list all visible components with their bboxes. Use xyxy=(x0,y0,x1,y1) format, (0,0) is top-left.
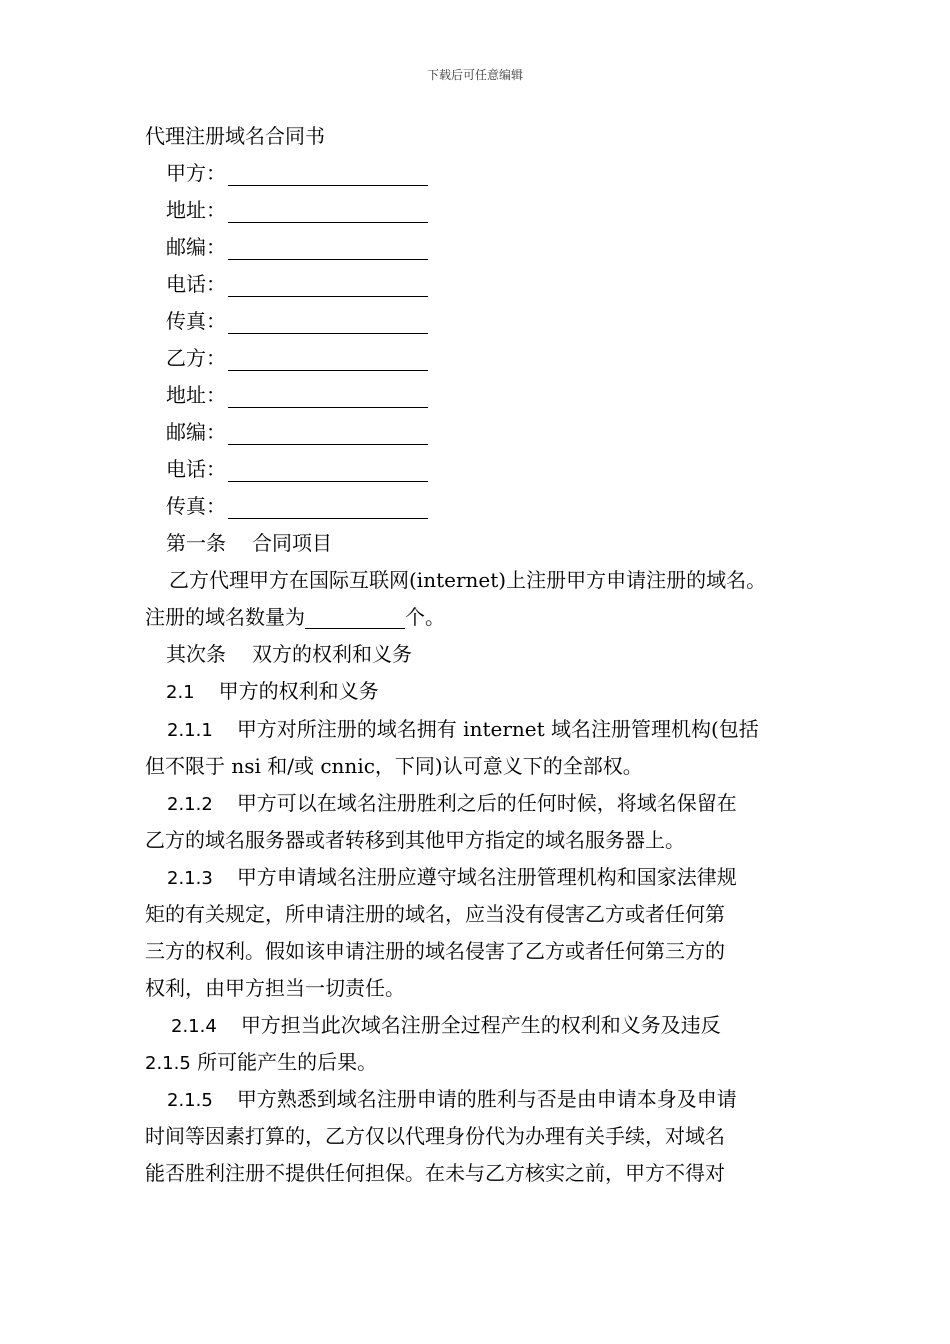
article-1-paragraph xyxy=(145,562,807,636)
fill-blank[interactable] xyxy=(228,381,428,408)
article-title: 双方的权利和义务 xyxy=(252,642,412,666)
party-b-address-field xyxy=(145,377,807,414)
section-number: 2.1 xyxy=(166,682,195,703)
clause-2-1-2 xyxy=(145,785,807,859)
party-b-postcode-field xyxy=(145,414,807,451)
article-1-heading xyxy=(145,525,807,562)
clause-number: 2.1.2 xyxy=(167,794,213,815)
clause-list xyxy=(145,711,807,1192)
fill-blank[interactable] xyxy=(228,233,428,260)
domain-count-blank[interactable] xyxy=(305,604,405,629)
clause-line: 三方的权利。假如该申请注册的域名侵害了乙方或者任何第三方的 xyxy=(145,939,725,963)
paragraph-line: 乙方代理甲方在国际互联网(internet)上注册甲方申请注册的域名。 xyxy=(169,568,767,592)
clause-line xyxy=(145,1081,807,1118)
page-header-note: 下载后可任意编辑 xyxy=(426,68,523,82)
clause-text: 甲方可以在域名注册胜利之后的任何时候，将域名保留在 xyxy=(236,791,737,815)
clause-line: 权利，由甲方担当一切责任。 xyxy=(145,976,405,1000)
party-a-address-field xyxy=(145,192,807,229)
clause-line: 乙方的域名服务器或者转移到其他甲方指定的域名服务器上。 xyxy=(145,828,685,852)
clause-line: 矩的有关规定，所申请注册的域名，应当没有侵害乙方或者任何第 xyxy=(145,902,725,926)
field-label: 传真： xyxy=(166,494,226,518)
fill-blank[interactable] xyxy=(228,455,428,482)
fill-blank[interactable] xyxy=(228,270,428,297)
fill-blank[interactable] xyxy=(228,196,428,223)
paragraph-line xyxy=(145,599,807,636)
contract-title: 代理注册域名合同书 xyxy=(145,124,325,148)
clause-line xyxy=(145,859,807,896)
clause-2-1-1 xyxy=(145,711,807,785)
clause-line: 但不限于 nsi 和/或 cnnic，下同)认可意义下的全部权。 xyxy=(145,754,643,778)
clause-2-1-3 xyxy=(145,859,807,1007)
clause-line: 能否胜利注册不提供任何担保。在未与乙方核实之前，甲方不得对 xyxy=(145,1161,725,1185)
field-label: 电话： xyxy=(166,272,226,296)
article-title: 合同项目 xyxy=(252,531,332,555)
line-text: 注册的域名数量为 xyxy=(145,605,305,629)
field-label: 电话： xyxy=(166,457,226,481)
party-a-name-field xyxy=(145,155,807,192)
clause-text: 甲方熟悉到域名注册申请的胜利与否是由申请本身及申请 xyxy=(236,1087,737,1111)
party-b-name-field xyxy=(145,340,807,377)
clause-2-1-5 xyxy=(145,1081,807,1192)
party-b-phone-field xyxy=(145,451,807,488)
field-label: 地址： xyxy=(166,383,226,407)
fill-blank[interactable] xyxy=(228,307,428,334)
contract-body xyxy=(145,118,807,1192)
field-label: 邮编： xyxy=(166,235,226,259)
fill-blank[interactable] xyxy=(228,418,428,445)
fill-blank[interactable] xyxy=(228,492,428,519)
field-label: 乙方： xyxy=(166,346,226,370)
article-2-heading xyxy=(145,636,807,673)
clause-number: 2.1.5 xyxy=(167,1090,213,1111)
section-title: 甲方的权利和义务 xyxy=(218,679,379,703)
clause-number: 2.1.4 xyxy=(171,1016,217,1037)
field-label: 邮编： xyxy=(166,420,226,444)
article-number: 第一条 xyxy=(166,531,226,555)
clause-text: 甲方申请域名注册应遵守域名注册管理机构和国家法律规 xyxy=(236,865,737,889)
section-2-1-heading xyxy=(145,673,807,711)
field-label: 传真： xyxy=(166,309,226,333)
party-b-fax-field xyxy=(145,488,807,525)
clause-text: 甲方担当此次域名注册全过程产生的权利和义务及违反 xyxy=(240,1013,721,1037)
clause-line xyxy=(145,1007,807,1044)
clause-line xyxy=(145,785,807,822)
fill-blank[interactable] xyxy=(228,159,428,186)
party-a-fax-field xyxy=(145,303,807,340)
clause-text: 甲方对所注册的域名拥有 internet 域名注册管理机构(包括 xyxy=(236,717,759,741)
field-label: 甲方： xyxy=(166,161,226,185)
fill-blank[interactable] xyxy=(228,344,428,371)
clause-2-1-4 xyxy=(145,1007,807,1081)
clause-line: 2.1.5 所可能产生的后果。 xyxy=(145,1050,378,1074)
line-text: 个。 xyxy=(405,605,445,629)
clause-line: 时间等因素打算的，乙方仅以代理身份代为办理有关手续，对域名 xyxy=(145,1124,725,1148)
clause-line xyxy=(145,711,807,748)
clause-number: 2.1.1 xyxy=(167,720,213,741)
article-number: 其次条 xyxy=(166,642,226,666)
party-a-phone-field xyxy=(145,266,807,303)
field-label: 地址： xyxy=(166,198,226,222)
clause-number: 2.1.3 xyxy=(167,868,213,889)
party-a-postcode-field xyxy=(145,229,807,266)
